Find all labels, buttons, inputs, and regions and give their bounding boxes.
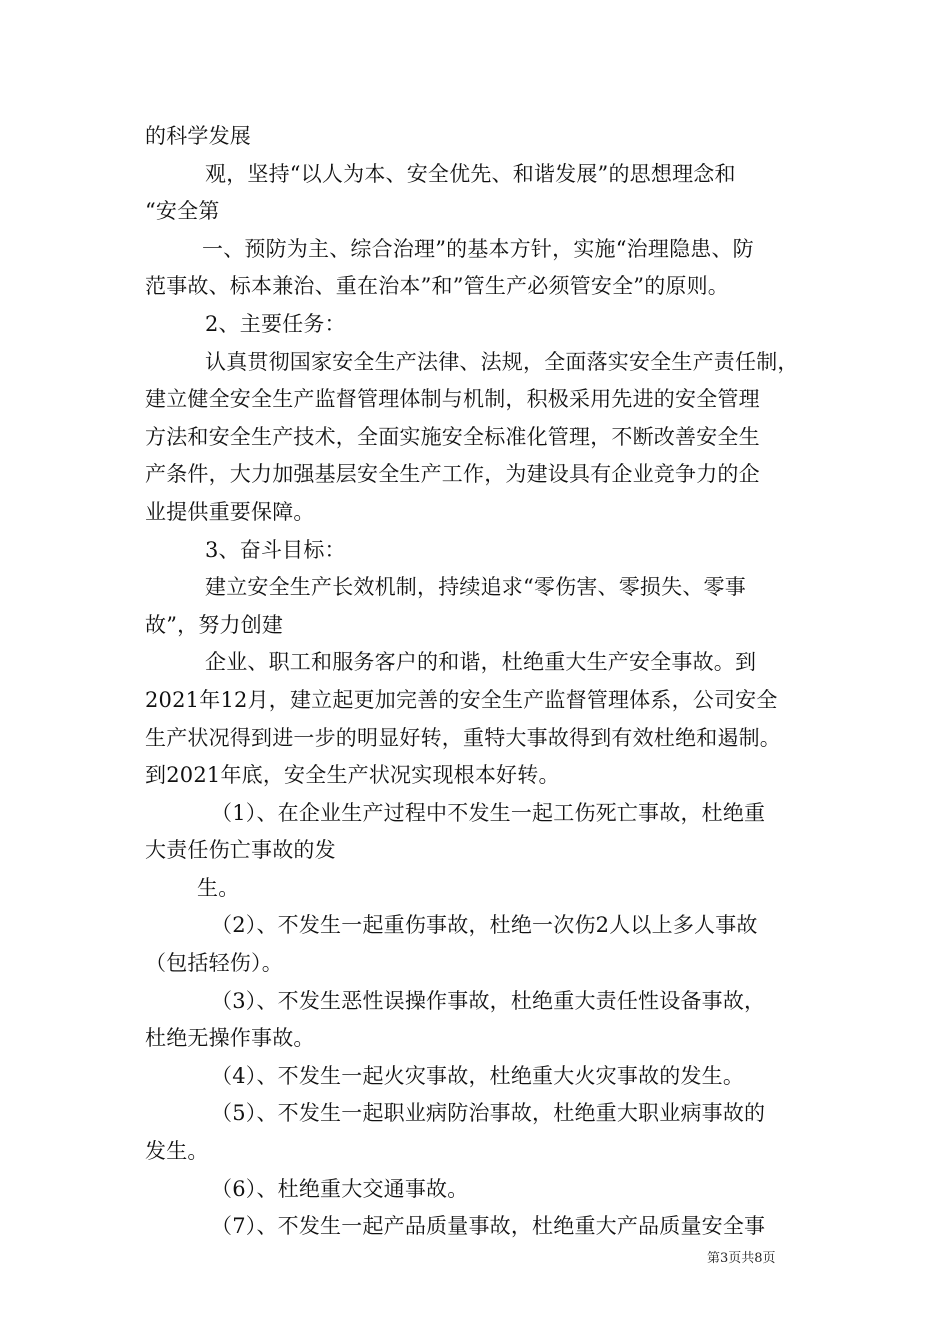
text-line: 范事故、标本兼治、重在治本”和”管生产必须管安全”的原则。 (145, 274, 730, 299)
text-line: 业提供重要保障。 (145, 499, 315, 524)
text-line: 认真贯彻国家安全生产法律、法规，全面落实安全生产责任制， (205, 349, 799, 374)
list-item: （6）、杜绝重大交通事故。 (211, 1176, 469, 1201)
text-line: 杜绝无操作事故。 (145, 1026, 315, 1051)
text-line: 到2021年底，安全生产状况实现根本好转。 (145, 763, 560, 788)
text-line: 建立健全安全生产监督管理体制与机制，积极采用先进的安全管理 (145, 387, 760, 412)
document-body (145, 118, 825, 1246)
text-line: 一、预防为主、综合治理”的基本方针，实施“治理隐患、防 (202, 236, 754, 261)
text-line: 2021年12月，建立起更加完善的安全生产监督管理体系，公司安全 (145, 687, 778, 712)
list-item: （5）、不发生一起职业病防治事故，杜绝重大职业病事故的 (211, 1101, 766, 1126)
text-line: 故”，努力创建 (145, 612, 284, 637)
text-line: （包括轻伤）。 (145, 951, 283, 976)
list-item: （4）、不发生一起火灾事故，杜绝重大火灾事故的发生。 (211, 1063, 745, 1088)
text-line: 生产状况得到进一步的明显好转，重特大事故得到有效杜绝和遏制。 (145, 725, 781, 750)
text-line: 建立安全生产长效机制，持续追求“零伤害、零损失、零事 (205, 575, 746, 600)
list-item: （3）、不发生恶性误操作事故，杜绝重大责任性设备事故， (211, 988, 766, 1013)
text-line: 生。 (197, 875, 240, 900)
list-item: （7）、不发生一起产品质量事故，杜绝重大产品质量安全事 (211, 1214, 766, 1239)
text-line: “安全第 (145, 199, 220, 224)
page-number: 第3页共8页 (707, 1251, 776, 1266)
text-line: 大责任伤亡事故的发 (145, 838, 336, 863)
section-heading: 3、奋斗目标： (205, 537, 346, 562)
text-line: 观，坚持“以人为本、安全优先、和谐发展”的思想理念和 (205, 161, 736, 186)
text-line: 方法和安全生产技术，全面实施安全标准化管理，不断改善安全生 (145, 424, 760, 449)
text-line: 企业、职工和服务客户的和谐，杜绝重大生产安全事故。到 (205, 650, 757, 675)
text-line: 产条件，大力加强基层安全生产工作，为建设具有企业竞争力的企 (145, 462, 760, 487)
text-line: 的科学发展 (145, 124, 251, 148)
list-item: （1）、在企业生产过程中不发生一起工伤死亡事故，杜绝重 (211, 800, 766, 825)
list-item: （2）、不发生一起重伤事故，杜绝一次伤2人以上多人事故 (211, 913, 758, 938)
text-line: 发生。 (145, 1139, 209, 1164)
section-heading: 2、主要任务： (205, 311, 346, 336)
